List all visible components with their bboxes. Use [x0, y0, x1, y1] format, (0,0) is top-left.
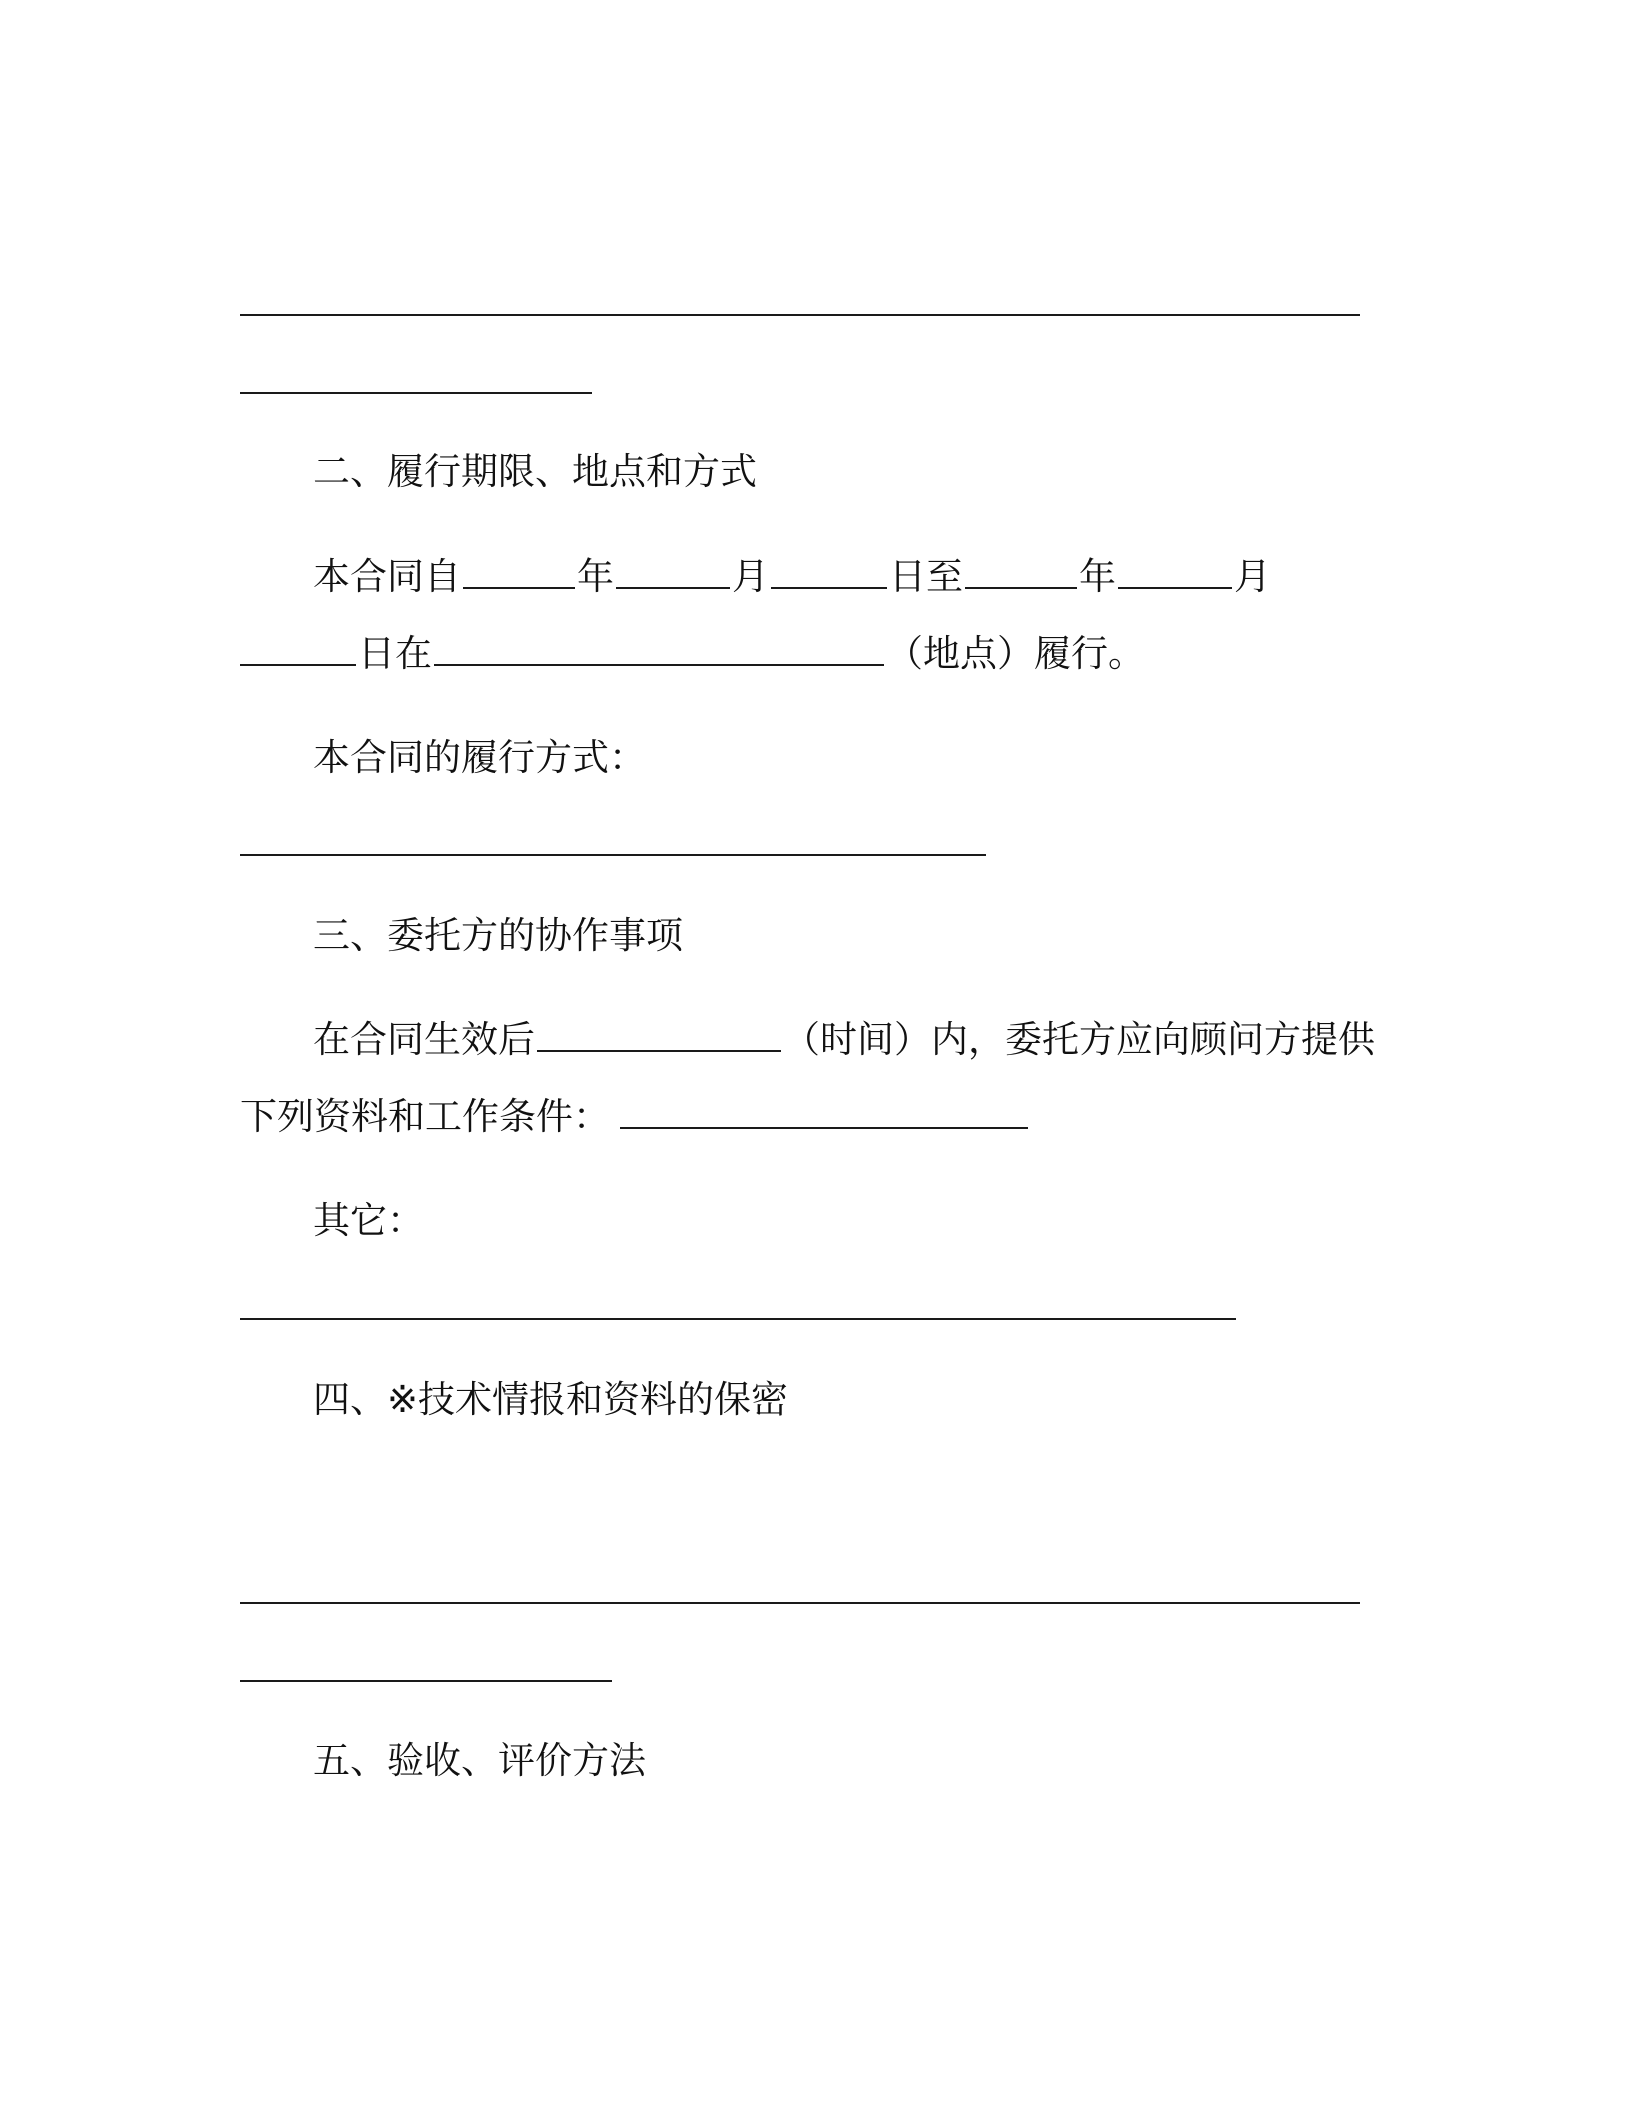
section-heading-text: 五、验收、评价方法 [313, 1739, 646, 1782]
section-heading [313, 448, 757, 496]
fill-blank[interactable] [620, 1099, 1028, 1129]
blank-line[interactable] [240, 1680, 612, 1682]
blank-line[interactable] [240, 854, 986, 856]
blank-line[interactable] [240, 314, 1360, 316]
paragraph-line [313, 734, 646, 782]
text-segment: 在合同生效后 [313, 1018, 535, 1061]
fill-blank[interactable] [240, 636, 356, 666]
text-segment: 年 [577, 555, 614, 598]
text-segment: 日在 [358, 632, 432, 675]
text-segment: 其它： [313, 1199, 424, 1242]
blank-line[interactable] [240, 1602, 1360, 1604]
paragraph-line [313, 1197, 424, 1245]
text-segment: 本合同的履行方式： [313, 736, 646, 779]
blank-line[interactable] [240, 1318, 1236, 1320]
text-segment: 本合同自 [313, 555, 461, 598]
fill-blank[interactable] [616, 559, 730, 589]
section-heading-text: 三、委托方的协作事项 [313, 914, 683, 957]
text-segment: （时间）内，委托方应向顾问方提供 [783, 1018, 1375, 1061]
fill-blank[interactable] [771, 559, 887, 589]
paragraph-line [313, 553, 1271, 601]
text-segment: 月 [732, 555, 769, 598]
blank-line[interactable] [240, 392, 592, 394]
paragraph-line [313, 1016, 1375, 1064]
section-heading [313, 1376, 788, 1424]
text-segment: 年 [1079, 555, 1116, 598]
fill-blank[interactable] [434, 636, 884, 666]
text-segment: 下列资料和工作条件： [240, 1095, 610, 1138]
fill-blank[interactable] [965, 559, 1077, 589]
text-segment: （地点）履行。 [886, 632, 1145, 675]
fill-blank[interactable] [463, 559, 575, 589]
text-segment: 月 [1234, 555, 1271, 598]
section-heading [313, 912, 683, 960]
paragraph-line [240, 1093, 1030, 1141]
section-heading-text: 四、※技术情报和资料的保密 [313, 1378, 789, 1421]
section-heading-text: 二、履行期限、地点和方式 [313, 450, 757, 493]
fill-blank[interactable] [537, 1022, 781, 1052]
fill-blank[interactable] [1118, 559, 1232, 589]
text-segment: 日至 [889, 555, 963, 598]
section-heading [313, 1737, 646, 1785]
paragraph-line [240, 630, 1145, 678]
